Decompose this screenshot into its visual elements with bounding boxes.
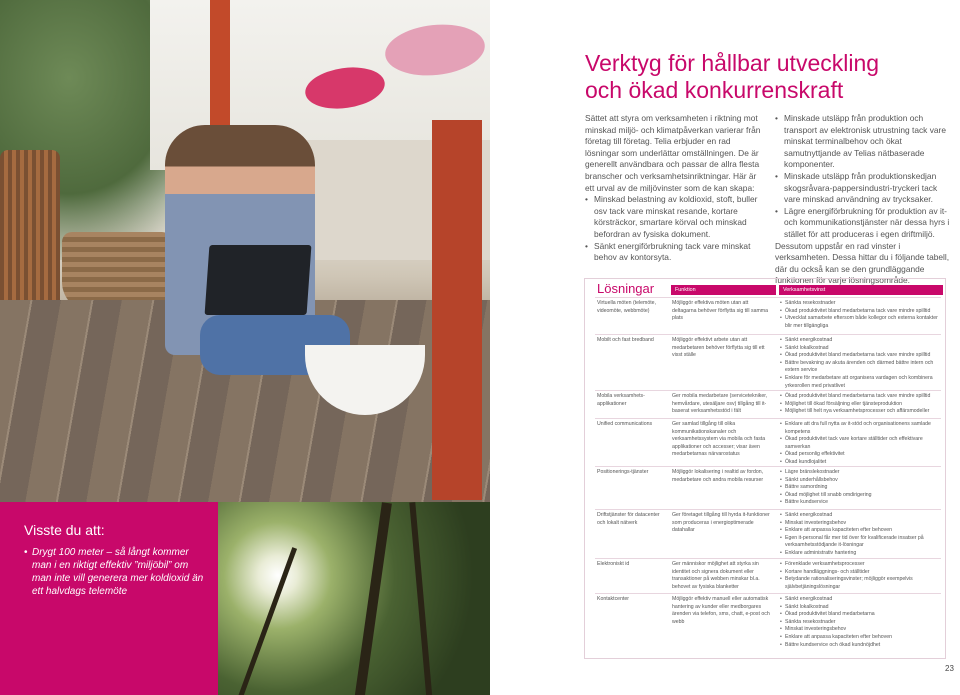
benefit-item: • Förenklade verksamhetsprocesser bbox=[780, 561, 940, 569]
page-number: 23 bbox=[945, 664, 954, 673]
table-row bbox=[595, 297, 941, 329]
solution-cell: Virtuella möten (telemöte, videomöte, webbmöte) bbox=[597, 300, 657, 314]
function-cell: Ger människor möjlighet att styrka sin identitet och signera dokument eller transaktioner på webben minskar bl.a. behovet av fysiska blanketter bbox=[672, 561, 760, 590]
benefit-item: • Ökad möjlighet till snabb omdirigering bbox=[780, 492, 940, 500]
benefit-item: • Sänkta resekostnader bbox=[780, 300, 940, 308]
page-title: Verktyg för hållbar utveckling och ökad konkurrenskraft bbox=[585, 50, 880, 103]
benefit-item: • Ökad produktivitet bland medarbetarna tack vare mindre spilltid bbox=[780, 308, 940, 316]
benefit-item: • Sänkta resekostnader bbox=[780, 619, 940, 627]
benefit-item: • Bättre kundservice och ökad kundnöjdhet bbox=[780, 642, 940, 650]
benefit-bullet: • Minskade utsläpp från produktion och transport av elektronisk utrustning tack vare minskat terminalbehov och ökat samutnyttjande av Telias nätbaserade komponenter. bbox=[775, 113, 950, 171]
benefit-cell bbox=[780, 561, 940, 591]
intro-paragraph: Sättet att styra om verksamheten i riktning mot minskad miljö- och klimatpåverkan varierar från företag till företag. Telia erbjuder en rad lösningar som underlättar omställningen. De är generellt användbara och passar de allra flesta branscher och verksamhetsinriktningar. Här är ett urval av de miljövinster som de kan skapa: bbox=[585, 113, 761, 193]
intro-column bbox=[585, 113, 765, 264]
solutions-table bbox=[584, 278, 946, 659]
benefit-item: • Enklare för medarbetare att organisera vardagen och kombinera yrkesrollen med privatlivet bbox=[780, 375, 940, 390]
solution-cell: Unified communications bbox=[597, 421, 653, 427]
table-title: Lösningar bbox=[597, 281, 655, 296]
table-row bbox=[595, 418, 941, 465]
intro-bullet: • Minskad belastning av koldioxid, stoft, buller osv tack vare minskat resande, kortare körsträckor, smartare körval och minskad befordran av fysiska dokument. bbox=[585, 194, 765, 240]
benefit-item: • Enklare att dra full nytta av it-stöd och organisationens samlade kompetens bbox=[780, 421, 940, 436]
benefit-item: • Sänkt energikostnad bbox=[780, 596, 940, 604]
benefit-bullet: • Lägre energiförbrukning för produktion av it- och kommunikationstjänster när dessa hyrs i stället för att produceras i egen driftmiljö. bbox=[775, 206, 950, 241]
function-cell: Möjliggör lokalisering i realtid av fordon, medarbetare och andra mobila resurser bbox=[672, 469, 764, 483]
benefit-item: • Ökad produktivitet bland medarbetarna bbox=[780, 611, 940, 619]
benefit-item: • Bättre kundservice bbox=[780, 499, 940, 507]
benefit-item: • Ökad produktivitet bland medarbetarna tack vare mindre spilltid bbox=[780, 393, 940, 401]
solution-cell: Driftstjänster för datacenter och lokalt nätverk bbox=[597, 512, 660, 526]
benefit-cell bbox=[780, 596, 940, 649]
benefit-item: • Ökad kundlojalitet bbox=[780, 459, 940, 467]
solution-cell: Mobila verksamhets-applikationer bbox=[597, 393, 645, 407]
table-row bbox=[595, 509, 941, 556]
column2-paragraph: Dessutom uppstår en rad vinster i verksamheten. Dessa hittar du i följande tabell, där du också kan se den grundläggande funktionen för varje lösningsområde. bbox=[775, 240, 950, 286]
benefit-item: • Utvecklat samarbete eftersom både kollegor och externa kontakter blir mer tillgängliga bbox=[780, 315, 940, 330]
benefit-cell bbox=[780, 300, 940, 330]
table-row bbox=[595, 466, 941, 506]
benefit-cell bbox=[780, 421, 940, 467]
intro-bullet: • Sänkt energiförbrukning tack vare minskat behov av kontorsyta. bbox=[585, 241, 765, 264]
solution-cell: Mobilt och fast bredband bbox=[597, 337, 654, 343]
fact-box-title: Visste du att: bbox=[24, 522, 105, 538]
benefit-item: • Sänkt lokalkostnad bbox=[780, 604, 940, 612]
function-cell: Ger mobila medarbetare (servicetekniker, hemvårdare, utesäljare osv) tillgång till it-baserat verksamhetsstöd i fält bbox=[672, 393, 768, 415]
column-header-function: Funktion bbox=[671, 285, 776, 295]
benefit-item: • Betydande rationaliseringsvinster; möjliggör exempelvis självbetjäningslösningar bbox=[780, 576, 940, 591]
table-row bbox=[595, 334, 941, 389]
benefit-item: • Minskat investeringsbehov bbox=[780, 626, 940, 634]
table-row bbox=[595, 558, 941, 590]
benefit-item: • Bättre samordning bbox=[780, 484, 940, 492]
benefit-cell bbox=[780, 337, 940, 390]
function-cell: Möjliggör effektiv manuell eller automatisk hantering av kunder eller medborgares ärenden via telefon, sms, chatt, e-post och webb bbox=[672, 596, 770, 625]
hero-photo bbox=[0, 0, 490, 502]
benefit-item: • Sänkt lokalkostnad bbox=[780, 345, 940, 353]
benefit-cell bbox=[780, 393, 940, 416]
table-row bbox=[595, 593, 941, 648]
function-cell: Ger samlad tillgång till olika kommunikationskanaler och verksamhetssystem via mobila och fasta applikationer och accesser; visar även medarbetarnas närvarostatus bbox=[672, 421, 766, 458]
function-cell: Möjliggör effektiva möten utan att deltagarna behöver förflytta sig till samma plats bbox=[672, 300, 769, 322]
benefit-item: • Ökad personlig effektivitet bbox=[780, 451, 940, 459]
fact-box bbox=[0, 502, 218, 695]
benefit-item: • Lägre bränslekostnader bbox=[780, 469, 940, 477]
solution-cell: Kontaktcenter bbox=[597, 596, 630, 602]
solution-cell: Elektroniskt id bbox=[597, 561, 630, 567]
benefit-item: • Sänkt underhållsbehov bbox=[780, 477, 940, 485]
benefit-item: • Enklare administrativ hantering bbox=[780, 550, 940, 558]
benefit-bullet: • Minskade utsläpp från produktionskedjan skogsråvara-pappersindustri-tryckeri tack vare minskad användning av trycksaker. bbox=[775, 171, 950, 206]
solution-cell: Positionerings-tjänster bbox=[597, 469, 649, 475]
benefit-item: • Enklare att anpassa kapaciteten efter behoven bbox=[780, 527, 940, 535]
benefit-cell bbox=[780, 512, 940, 558]
fact-box-text: • Drygt 100 meter – så långt kommer man i en riktigt effektiv ”miljöbil” om man inte vill generera mer koldioxid än ett halvdags telemöte bbox=[24, 546, 204, 598]
benefit-item: • Bättre bevakning av akuta ärenden och därmed bättre intern och extern service bbox=[780, 360, 940, 375]
benefit-item: • Ökad produktivitet bland medarbetarna tack vare mindre spilltid bbox=[780, 352, 940, 360]
benefit-item: • Möjlighet till helt nya verksamhetsprocesser och affärsmodeller bbox=[780, 408, 940, 416]
column-header-benefit: Verksamhetsvinst bbox=[779, 285, 943, 295]
forest-photo bbox=[218, 502, 490, 695]
benefit-item: • Minskat investeringsbehov bbox=[780, 520, 940, 528]
table-row bbox=[595, 390, 941, 415]
benefit-item: • Egen it-personal får mer tid över för kvalificerade insatser på verksamhetsstödjande it-lösningar bbox=[780, 535, 940, 550]
function-cell: Ger företaget tillgång till hyrda it-funktioner som produceras i energioptimerade datahallar bbox=[672, 512, 770, 534]
benefit-item: • Enklare att anpassa kapaciteten efter behoven bbox=[780, 634, 940, 642]
benefits-column bbox=[775, 113, 950, 287]
benefit-cell bbox=[780, 469, 940, 507]
benefit-item: • Ökad produktivitet tack vare kortare ställtider och effektivare samverkan bbox=[780, 436, 940, 451]
function-cell: Möjliggör effektivt arbete utan att medarbetaren behöver förflytta sig till ett visst ställe bbox=[672, 337, 765, 359]
benefit-item: • Sänkt energikostnad bbox=[780, 512, 940, 520]
benefit-item: • Sänkt energikostnad bbox=[780, 337, 940, 345]
benefit-item: • Möjlighet till ökad försäljning eller tjänsteproduktion bbox=[780, 401, 940, 409]
benefit-item: • Kortare handläggnings- och ställtider bbox=[780, 569, 940, 577]
